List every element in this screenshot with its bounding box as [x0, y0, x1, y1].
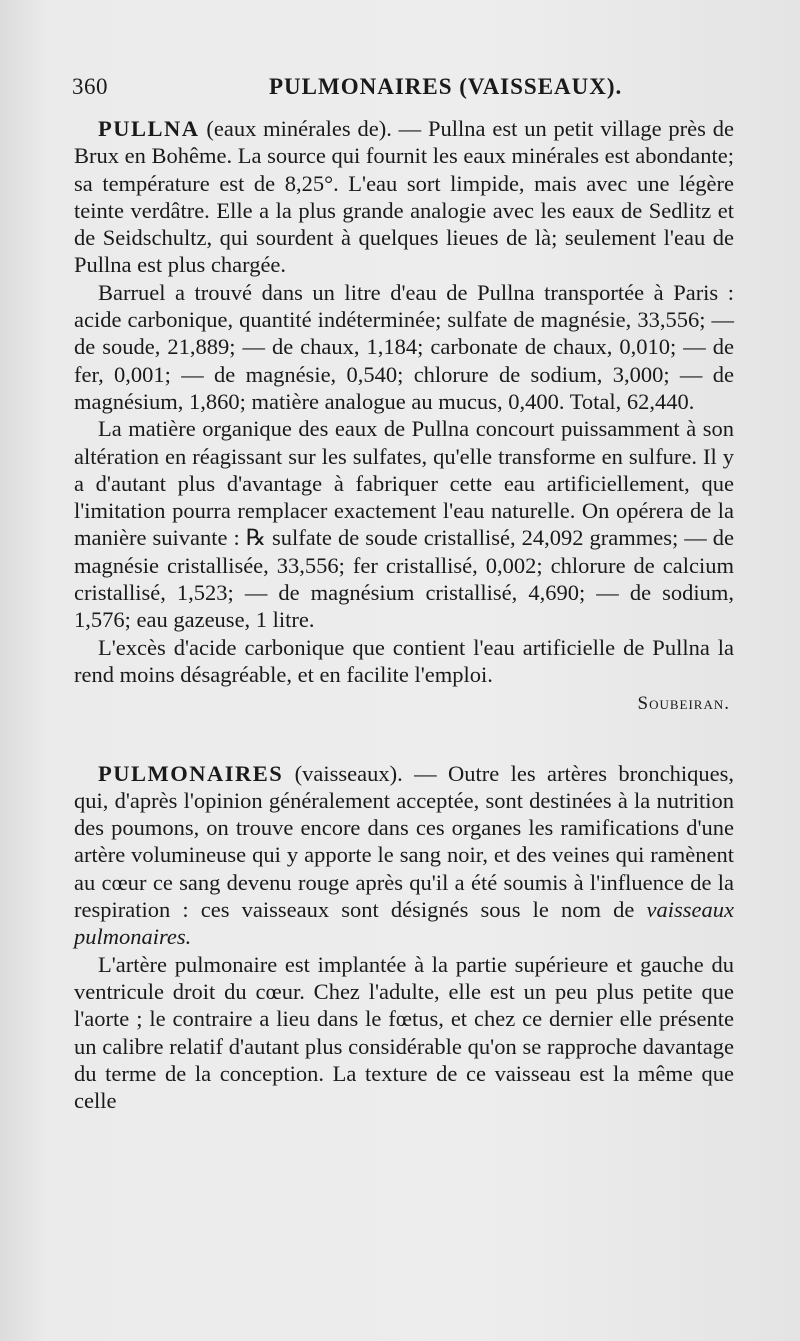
pulmonaires-italic-term: vaisseaux pulmonaires. [74, 897, 735, 950]
pulmonaires-paragraph-1 [74, 760, 734, 951]
page-header [72, 74, 732, 104]
body-text [74, 115, 734, 1114]
entry-separator [74, 718, 734, 760]
pullna-paragraph-4: L'excès d'acide carbonique que contient l'eau artificielle de Pullna la rend moins désagréable, et en facilite l'emploi. [74, 634, 734, 687]
pulmonaires-text-1: (vaisseaux). — Outre les artères bronchiques, qui, d'après l'opinion généralement acceptée, sont destinées à la nutrition des poumons, on trouve encore dans ces organes les ramifications d'une artère volumineuse qui y apporte le sang noir, et des veines qui ramènent au cœur ce sang devenu rouge après qu'il a été soumis à l'influence de la respiration : ces vaisseaux sont désignés sous le nom de [74, 760, 735, 923]
entry-heading-pulmonaires: PULMONAIRES [98, 760, 284, 786]
author-signature: Soubeiran. [637, 693, 730, 715]
running-title: PULMONAIRES (VAISSEAUX). [269, 74, 623, 99]
entry-heading-pullna: PULLNA [98, 116, 200, 141]
pullna-text-1: (eaux minérales de). — Pullna est un petit village près de Brux en Bohême. La source qui fournit les eaux minérales est abondante; sa température est de 8,25°. L'eau sort limpide, mais avec une légère teinte verdâtre. Elle a la plus grande analogie avec les eaux de Sedlitz et de Seidschultz, qui sourdent à quelques lieues de là; seulement l'eau de Pullna est plus chargée. [74, 116, 735, 278]
pullna-paragraph-2: Barruel a trouvé dans un litre d'eau de Pullna transportée à Paris : acide carbonique, quantité indéterminée; sulfate de magnésie, 33,556; — de soude, 21,889; — de chaux, 1,184; carbonate de chaux, 0,010; — de fer, 0,001; — de magnésie, 0,540; chlorure de sodium, 3,000; — de magnésium, 1,860; matière analogue au mucus, 0,400. Total, 62,440. [74, 279, 734, 414]
page-number: 360 [72, 74, 108, 99]
pulmonaires-paragraph-2: L'artère pulmonaire est implantée à la partie supérieure et gauche du ventricule droit du cœur. Chez l'adulte, elle est un peu plus petite que l'aorte ; le contraire a lieu dans le fœtus, et chez ce dernier elle présente un calibre relatif d'autant plus considérable qu'on se rapproche davantage du terme de la conception. La texture de ce vaisseau est la même que celle [74, 951, 734, 1114]
pullna-paragraph-3: La matière organique des eaux de Pullna concourt puissamment à son altération en réagissant sur les sulfates, qu'elle transforme en sulfure. Il y a d'autant plus d'avantage à fabriquer cette eau artificiellement, que l'imitation pourra remplacer exactement l'eau naturelle. On opérera de la manière suivante : ℞ sulfate de soude cristallisé, 24,092 grammes; — de magnésie cristallisée, 33,556; fer cristallisé, 0,002; chlorure de calcium cristallisé, 1,523; — de magnésium cristallisé, 4,690; — de sodium, 1,576; eau gazeuse, 1 litre. [74, 416, 734, 633]
pullna-paragraph-1 [74, 115, 734, 279]
